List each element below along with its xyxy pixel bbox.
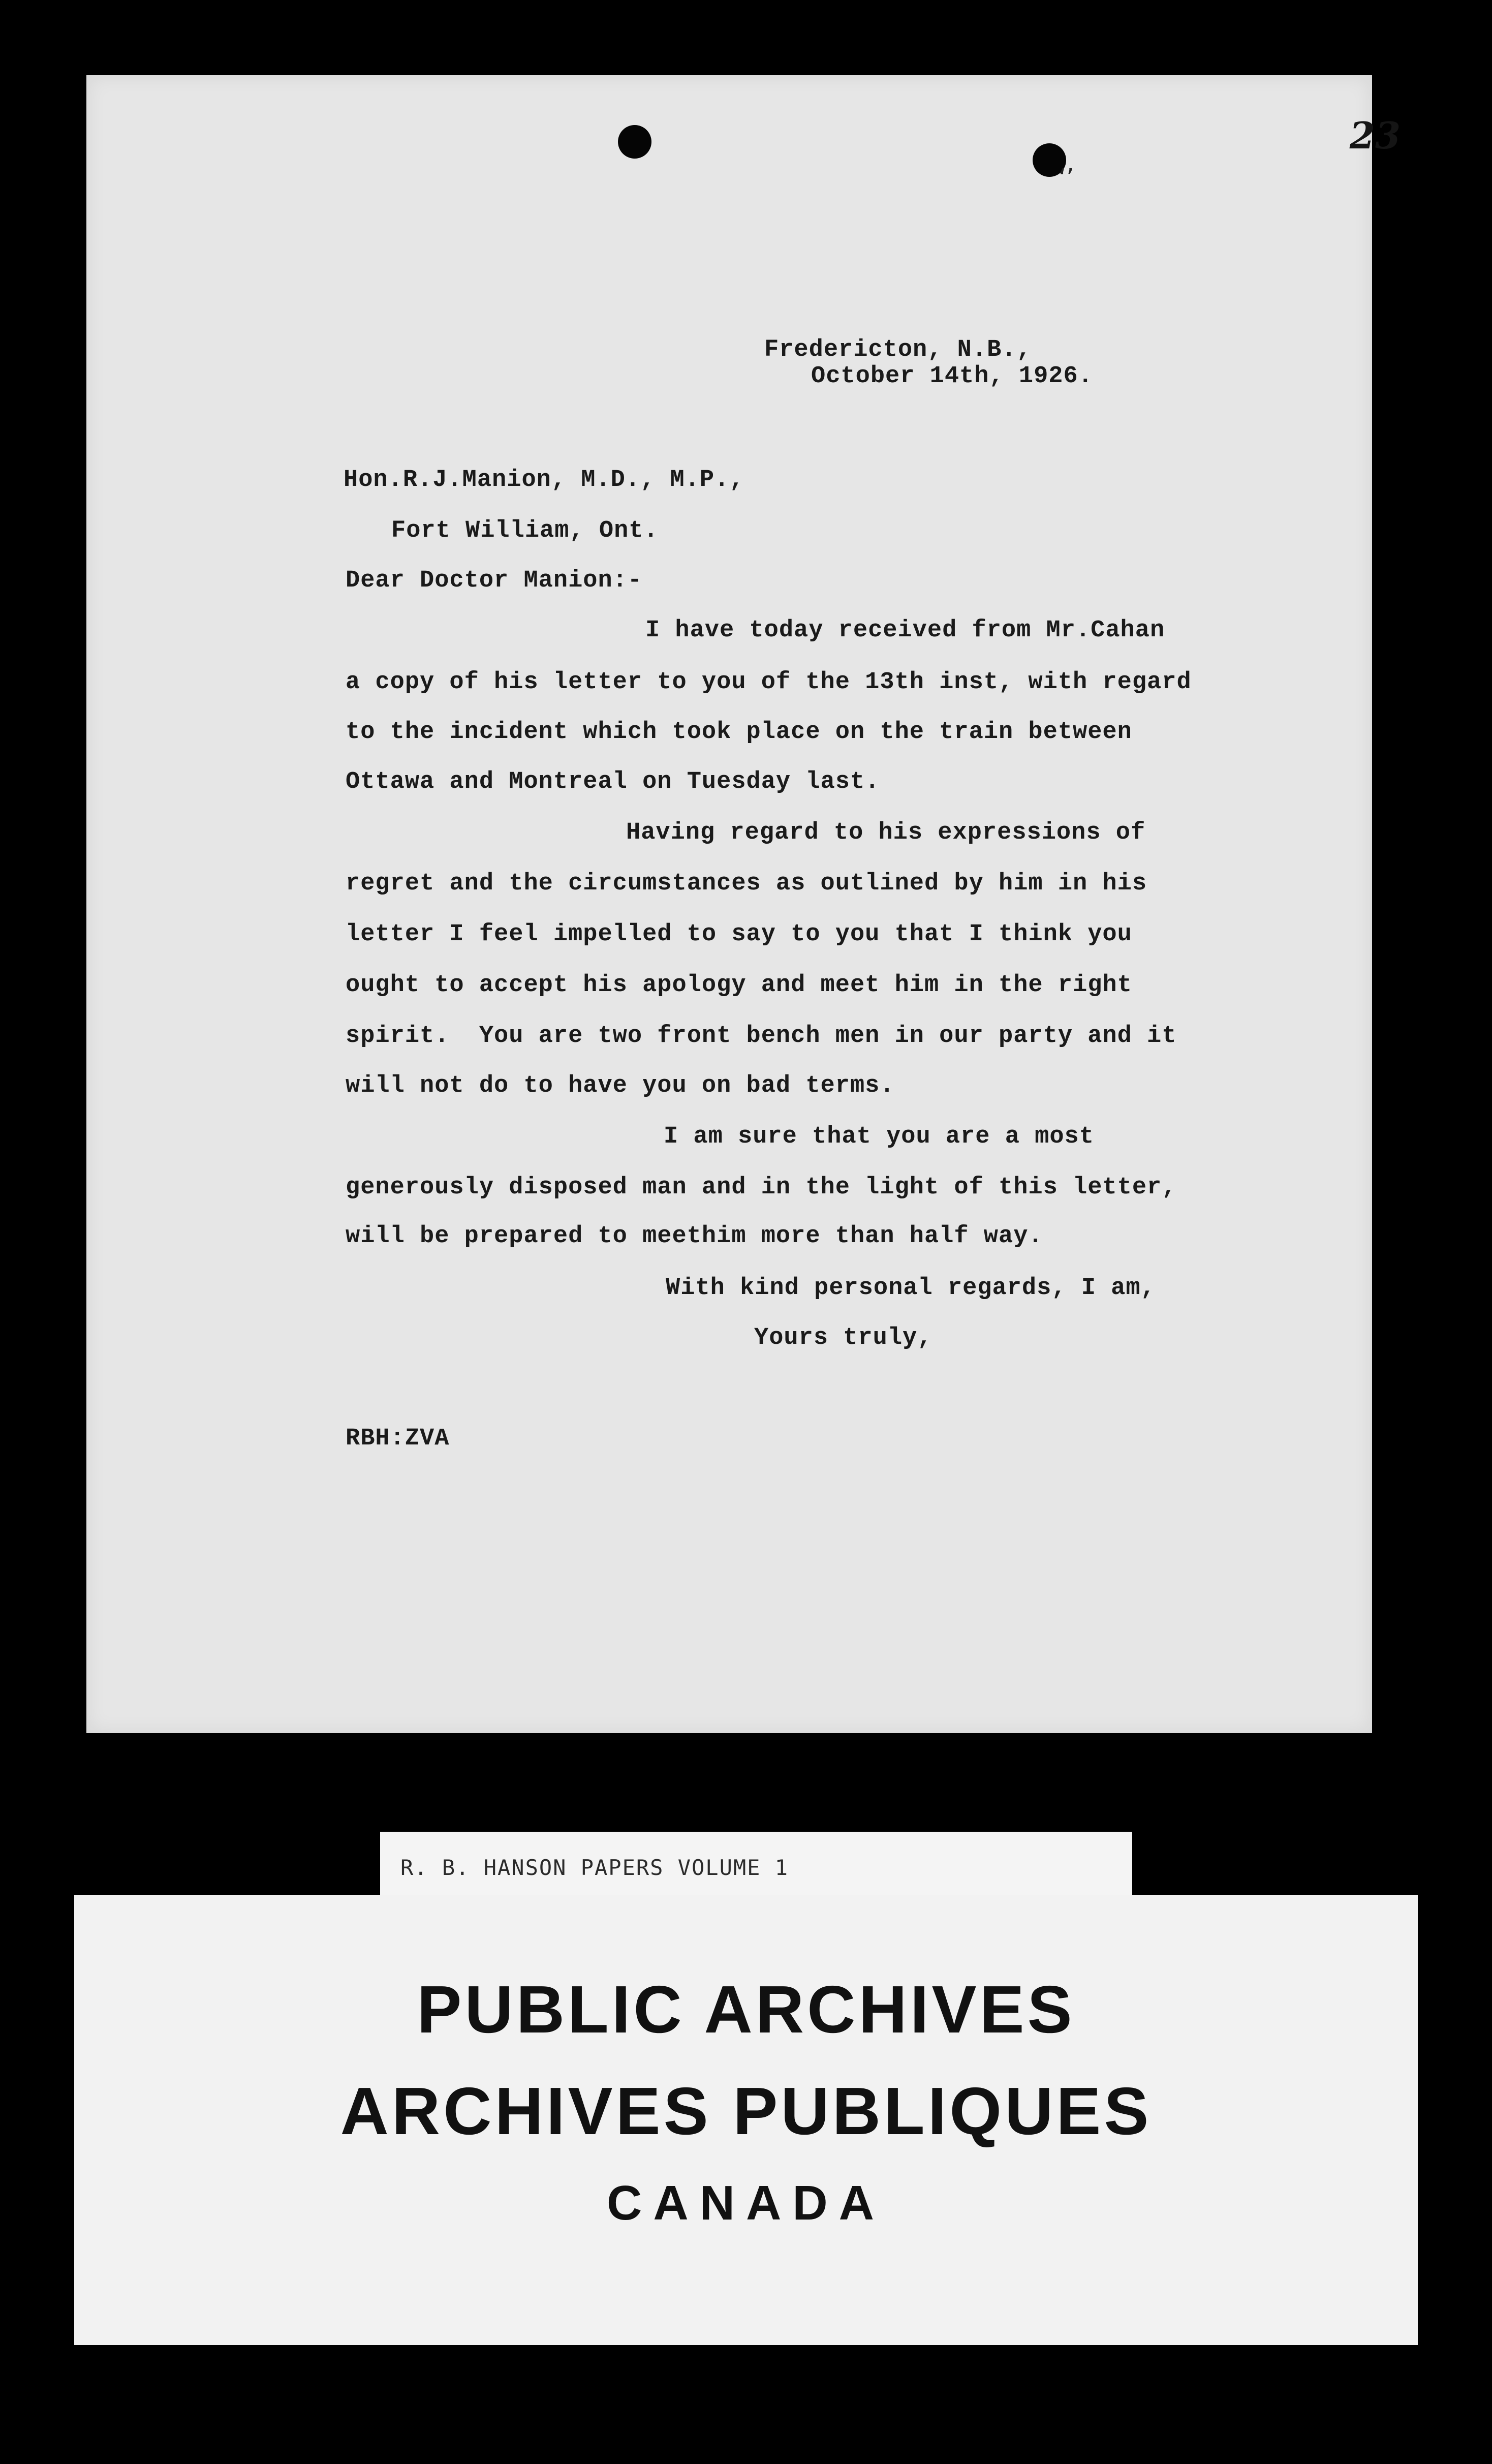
recipient-location: Fort William, Ont. bbox=[391, 517, 659, 544]
body-line: regret and the circumstances as outlined by him in his bbox=[346, 870, 1147, 897]
volume-label bbox=[380, 1832, 1132, 1898]
letter-date: October 14th, 1926. bbox=[811, 363, 1093, 390]
letter-page bbox=[86, 75, 1372, 1733]
valediction: Yours truly, bbox=[754, 1325, 932, 1351]
page-number: 23 bbox=[1349, 114, 1401, 157]
body-line: ought to accept his apology and meet him in the right bbox=[346, 972, 1132, 999]
margin-mark: ‘’ bbox=[1059, 164, 1074, 192]
body-line: generously disposed man and in the light of this letter, bbox=[346, 1174, 1177, 1201]
body-line: letter I feel impelled to say to you that I think you bbox=[346, 921, 1132, 948]
body-line: will be prepared to meethim more than half way. bbox=[346, 1223, 1043, 1250]
body-line: will not do to have you on bad terms. bbox=[346, 1072, 895, 1099]
archive-card bbox=[74, 1895, 1418, 2345]
archive-title-english: PUBLIC ARCHIVES bbox=[417, 1972, 1075, 2047]
recipient-name: Hon.R.J.Manion, M.D., M.P., bbox=[344, 467, 744, 494]
body-line: Ottawa and Montreal on Tuesday last. bbox=[346, 768, 880, 795]
body-line: Having regard to his expressions of bbox=[626, 819, 1146, 846]
body-line: I have today received from Mr.Cahan bbox=[645, 617, 1165, 644]
salutation: Dear Doctor Manion:- bbox=[346, 567, 643, 594]
body-line: spirit. You are two front bench men in our party and it bbox=[346, 1023, 1177, 1050]
archive-country: CANADA bbox=[607, 2176, 885, 2230]
closing-line: With kind personal regards, I am, bbox=[666, 1275, 1156, 1302]
punch-hole-left bbox=[618, 125, 651, 159]
body-line: a copy of his letter to you of the 13th inst, with regard bbox=[346, 669, 1192, 696]
letter-place: Fredericton, N.B., bbox=[764, 336, 1032, 363]
archive-title-french: ARCHIVES PUBLIQUES bbox=[340, 2074, 1152, 2148]
body-line: to the incident which took place on the train between bbox=[346, 719, 1132, 746]
volume-label-text: R. B. HANSON PAPERS VOLUME 1 bbox=[400, 1855, 789, 1880]
typist-initials: RBH:ZVA bbox=[346, 1425, 450, 1452]
body-line: I am sure that you are a most bbox=[664, 1123, 1094, 1150]
